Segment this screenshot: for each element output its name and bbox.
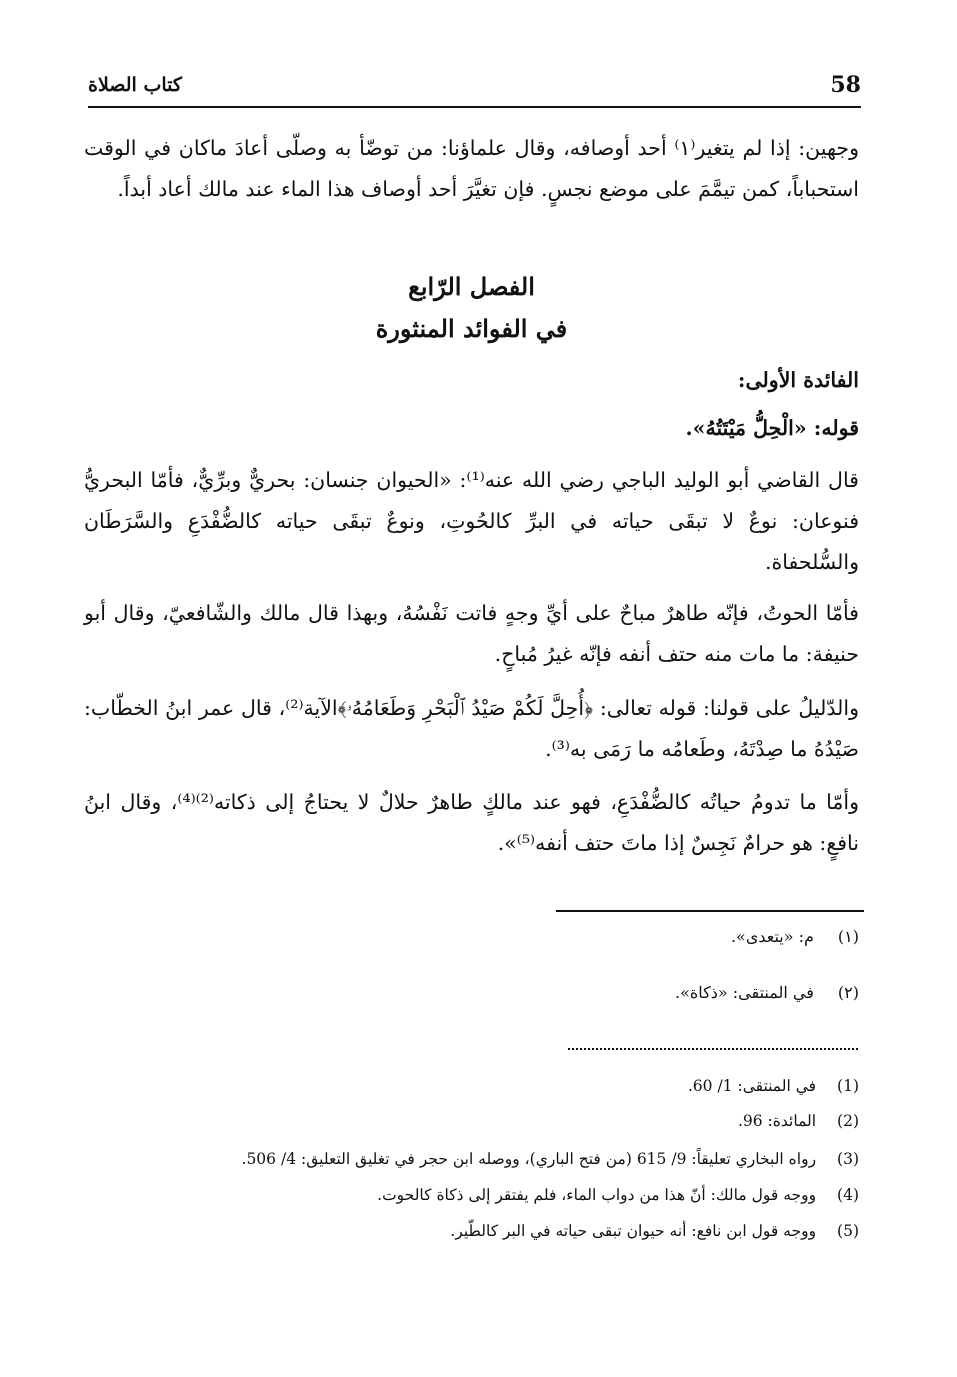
top-paragraph bbox=[84, 128, 859, 210]
header-rule bbox=[88, 106, 861, 108]
paragraph-3: والدّليلُ على قولنا: قوله تعالى: ﴿أُحِلَّ لَكُمْ صَيْدُ ٱلْبَحْرِ وَطَعَامُهُۥ﴾الآية⁽²⁾، قال عمر ابنُ الخطّاب: صَيْدُهُ ما صِدْتَهُ، وطَعامُه ما رَمَى به⁽³⁾. bbox=[84, 696, 859, 761]
running-title: كتاب الصلاة bbox=[88, 74, 182, 96]
paragraph-text: وجهين: إذا لم يتغير⁽١⁾ أحد أوصافه، وقال علماؤنا: من توضّأ به وصلّى أعادَ ماكان في الوقت استحباباً، كمن تيمَّمَ على موضع نجسٍ. فإن تغيَّرَ أحد أوصاف هذا الماء عند مالك أعاد أبداً. bbox=[84, 136, 859, 201]
editor-footnote-number: (1) bbox=[837, 1077, 859, 1095]
footnote-text: م: «يتعدى». bbox=[730, 927, 814, 946]
editor-footnote-text: ووجه قول مالك: أنّ هذا من دواب الماء، فلم يفتقر إلى ذكاة كالحوت. bbox=[377, 1186, 817, 1204]
footnote-text: في المنتقى: «ذكاة». bbox=[675, 983, 814, 1002]
editor-footnote-number: (5) bbox=[837, 1222, 859, 1240]
footnote-item bbox=[675, 982, 859, 1004]
chapter-title: الفصل الرّابع bbox=[408, 272, 535, 301]
editor-footnote-text: المائدة: 96. bbox=[737, 1112, 817, 1130]
editor-footnote-item bbox=[130, 1110, 859, 1132]
editor-footnote-item bbox=[130, 1220, 859, 1242]
editor-footnote-text: رواه البخاري تعليقاً: 9/ 615 (من فتح الباري)، ووصله ابن حجر في تغليق التعليق: 4/ 506. bbox=[241, 1150, 817, 1168]
editor-footnote-item bbox=[130, 1148, 859, 1170]
quote-line: قوله: «الْحِلُّ مَيْتَتُهُ». bbox=[685, 416, 859, 440]
paragraph-2: فأمّا الحوتُ، فإنّه طاهرٌ مباحٌ على أيِّ وجهٍ فاتت نَفْسُهُ، وبهذا قال مالك والشّافعيّ، وقال أبو حنيفة: ما مات منه حتف أنفه فإنّه غيرُ مُباحٍ. bbox=[84, 601, 859, 666]
footnote-number: (١) bbox=[837, 927, 859, 946]
footnote-number: (٢) bbox=[837, 983, 859, 1002]
editor-footnote-number: (4) bbox=[837, 1186, 859, 1204]
footnote-rule bbox=[556, 910, 864, 912]
paragraph-4: وأمّا ما تدومُ حياتُه كالضُّفْدَعِ، فهو عند مالكٍ طاهرٌ حلالٌ لا يحتاجُ إلى ذكاته⁽²⁾⁽⁴⁾، وقال ابنُ نافعٍ: هو حرامٌ نَجِسٌ إذا ماتَ حتف أنفه⁽⁵⁾». bbox=[84, 790, 859, 855]
editor-footnote-number: (3) bbox=[837, 1150, 859, 1168]
editor-footnote-number: (2) bbox=[837, 1112, 859, 1130]
editor-footnote-item bbox=[130, 1184, 859, 1206]
chapter-subtitle: في الفوائد المنثورة bbox=[375, 314, 568, 343]
editor-footnote-text: ووجه قول ابن نافع: أنه حيوان تبقى حياته في البر كالطّير. bbox=[450, 1222, 817, 1240]
page-number: 58 bbox=[830, 72, 861, 98]
footnote-item bbox=[731, 926, 859, 948]
editor-footnote-item bbox=[130, 1075, 859, 1097]
page-header bbox=[88, 72, 861, 106]
paragraph-1: قال القاضي أبو الوليد الباجي رضي الله عنه⁽¹⁾: «الحيوان جنسان: بحريٌّ وبرِّيٌّ، فأمّا البحريُّ فنوعان: نوعٌ لا تبقَى حياته في البرِّ كالحُوتِ، ونوعٌ تبقَى حياته كالضُّفْدَعِ والسَّرَطَان والسُّلحفاة. bbox=[84, 468, 859, 574]
benefit-heading: الفائدة الأولى: bbox=[737, 368, 859, 392]
editor-footnote-text: في المنتقى: 1/ 60. bbox=[687, 1077, 817, 1095]
dotted-separator bbox=[568, 1048, 858, 1050]
